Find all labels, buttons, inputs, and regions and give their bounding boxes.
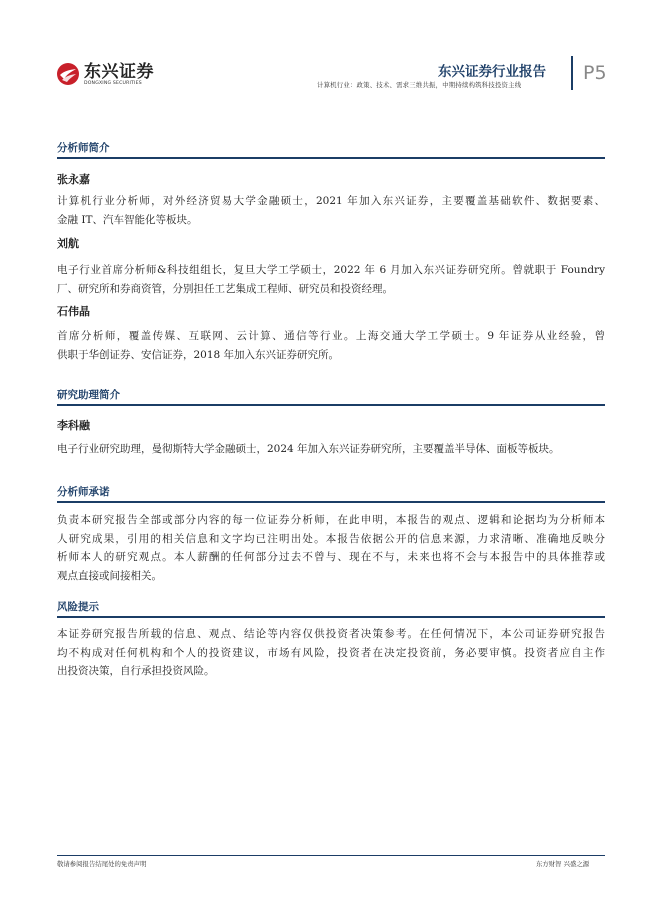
- logo-text: 东兴证券: [84, 62, 154, 82]
- footer-disclaimer-note: 敬请参阅报告结尾处的免责声明: [57, 860, 147, 868]
- page-number: P5: [583, 62, 607, 84]
- bio-line: 电子行业研究助理，曼彻斯特大学金融硕士，2024 年加入东兴证券研究所，主要覆盖半导体、面板等板块。: [57, 443, 560, 455]
- assistant-bio: [57, 440, 605, 459]
- commitment-line: 观点直接或间接相关。: [57, 569, 162, 582]
- bio-line: 首席分析师，覆盖传媒、互联网、云计算、通信等行业。上海交通大学工学硕士。9 年证券从业经验，曾: [57, 330, 605, 342]
- section-rule: [57, 404, 605, 406]
- commitment-text: [57, 511, 605, 585]
- footer-rule: [57, 855, 605, 856]
- analyst-bio: [57, 261, 605, 298]
- header-divider: [571, 56, 573, 90]
- risk-line: 出投资决策，自行承担投资风险。: [57, 665, 215, 677]
- commitment-line: 析师本人的研究观点。本人薪酬的任何部分过去不曾与、现在不与，未来也将不会与本报告中的具体推荐或: [57, 551, 605, 563]
- section-title-analyst-commitment: 分析师承诺: [57, 486, 110, 498]
- bio-line: 供职于华创证券、安信证券，2018 年加入东兴证券研究所。: [57, 348, 340, 361]
- analyst-name: 刘航: [57, 237, 79, 250]
- section-title-analyst-intro: 分析师简介: [57, 142, 110, 154]
- report-title: 东兴证券行业报告: [438, 64, 546, 80]
- risk-line: 本证券研究报告所载的信息、观点、结论等内容仅供投资者决策参考。在任何情况下，本公司证券研究报告: [57, 628, 605, 640]
- bio-line: 厂、研究所和券商资管，分别担任工艺集成工程师、研究员和投资经理。: [57, 282, 393, 295]
- dongxing-logo-icon: [56, 62, 80, 86]
- assistant-name: 李科融: [57, 419, 90, 432]
- section-title-assistant-intro: 研究助理简介: [57, 389, 120, 401]
- analyst-name: 张永嘉: [57, 173, 90, 186]
- bio-line: 金融 IT、汽车智能化等板块。: [57, 213, 198, 226]
- analyst-bio: [57, 192, 605, 229]
- report-subtitle: 计算机行业：政策、技术、需求三维共振，中期持续构筑科技投资主线: [317, 81, 522, 89]
- section-rule: [57, 157, 605, 159]
- logo-subtext: DONGXING SECURITIES: [84, 81, 142, 86]
- footer-slogan: 东方财智 兴盛之源: [536, 860, 590, 868]
- risk-line: 均不构成对任何机构和个人的投资建议，市场有风险，投资者在决定投资前，务必要审慎。投资者应自主作: [57, 646, 605, 659]
- bio-line: 计算机行业分析师，对外经济贸易大学金融硕士，2021 年加入东兴证券，主要覆盖基础软件、数据要素、: [57, 195, 605, 207]
- company-logo: [56, 62, 176, 92]
- commitment-line: 人研究成果，引用的相关信息和文字均已注明出处。本报告依据公开的信息来源，力求清晰、准确地反映分: [57, 532, 605, 545]
- risk-text: [57, 625, 605, 681]
- bio-line: 电子行业首席分析师&科技组组长，复旦大学工学硕士，2022 年 6 月加入东兴证券研究所。曾就职于 Foundry: [57, 264, 605, 276]
- analyst-bio: [57, 327, 605, 364]
- analyst-name: 石伟晶: [57, 305, 90, 318]
- section-title-risk-warning: 风险提示: [57, 601, 99, 613]
- commitment-line: 负责本研究报告全部或部分内容的每一位证券分析师，在此申明，本报告的观点、逻辑和论据均为分析师本: [57, 514, 605, 526]
- section-rule: [57, 616, 605, 618]
- section-rule: [57, 501, 605, 503]
